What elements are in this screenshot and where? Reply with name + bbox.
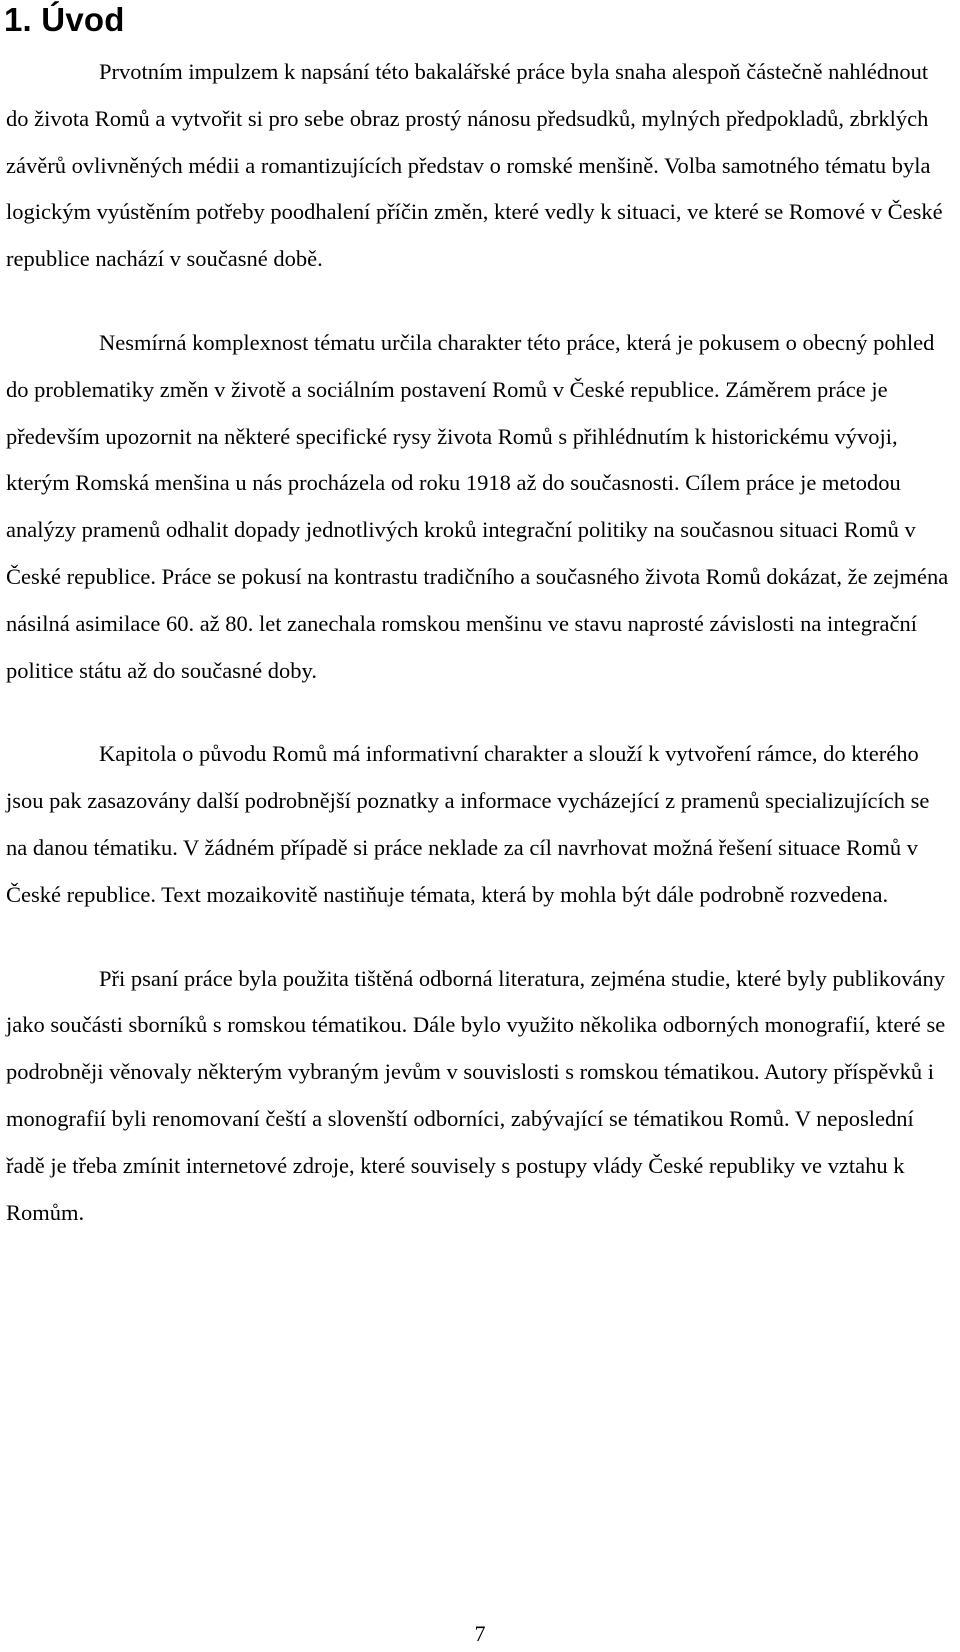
body-text — [6, 49, 956, 1273]
paragraph-1: Prvotním impulzem k napsání této bakalářské práce byla snaha alespoň částečně nahlédnout do života Romů a vytvořit si pro sebe obraz prostý nánosu předsudků, mylných předpokladů, zbrklých závěrů ovlivněných médii a romantizujících představ o romské menšině. Volba samotného tématu byla logickým vyústěním potřeby poodhalení příčin změn, které vedly k situaci, ve které se Romové v České republice nachází v současné době. — [6, 59, 943, 272]
page-number: 7 — [474, 1621, 486, 1646]
paragraph-4: Při psaní práce byla použita tištěná odborná literatura, zejména studie, které byly publikovány jako součásti sborníků s romskou tématikou. Dále bylo využito několika odborných monografií, které se podrobněji věnovaly některým vybraným jevům v souvislosti s romskou tématikou. Autory příspěvků i monografií byli renomovaní čeští a slovenští odborníci, zabývající se tématikou Romů. V neposlední řadě je třeba zmínit internetové zdroje, které souvisely s postupy vlády České republiky ve vztahu k Romům. — [6, 965, 946, 1225]
paragraph-3: Kapitola o původu Romů má informativní charakter a slouží k vytvoření rámce, do kterého jsou pak zasazovány další podrobnější poznatky a informace vycházející z pramenů specializujících se na danou tématiku. V žádném případě si práce neklade za cíl navrhovat možná řešení situace Romů v České republice. Text mozaikovitě nastiňuje témata, která by mohla být dále podrobně rozvedena. — [6, 741, 930, 907]
chapter-heading: 1. Úvod — [4, 1, 125, 38]
paragraph-2: Nesmírná komplexnost tématu určila charakter této práce, která je pokusem o obecný pohled do problematiky změn v životě a sociálním postavení Romů v České republice. Záměrem práce je především upozornit na některé specifické rysy života Romů s přihlédnutím k historickému vývoji, kterým Romská menšina u nás procházela od roku 1918 až do současnosti. Cílem práce je metodou analýzy pramenů odhalit dopady jednotlivých kroků integrační politiky na současnou situaci Romů v České republice. Práce se pokusí na kontrastu tradičního a současného života Romů dokázat, že zejména násilná asimilace 60. až 80. let zanechala romskou menšinu ve stavu naprosté závislosti na integrační politice státu až do současné doby. — [6, 329, 949, 683]
